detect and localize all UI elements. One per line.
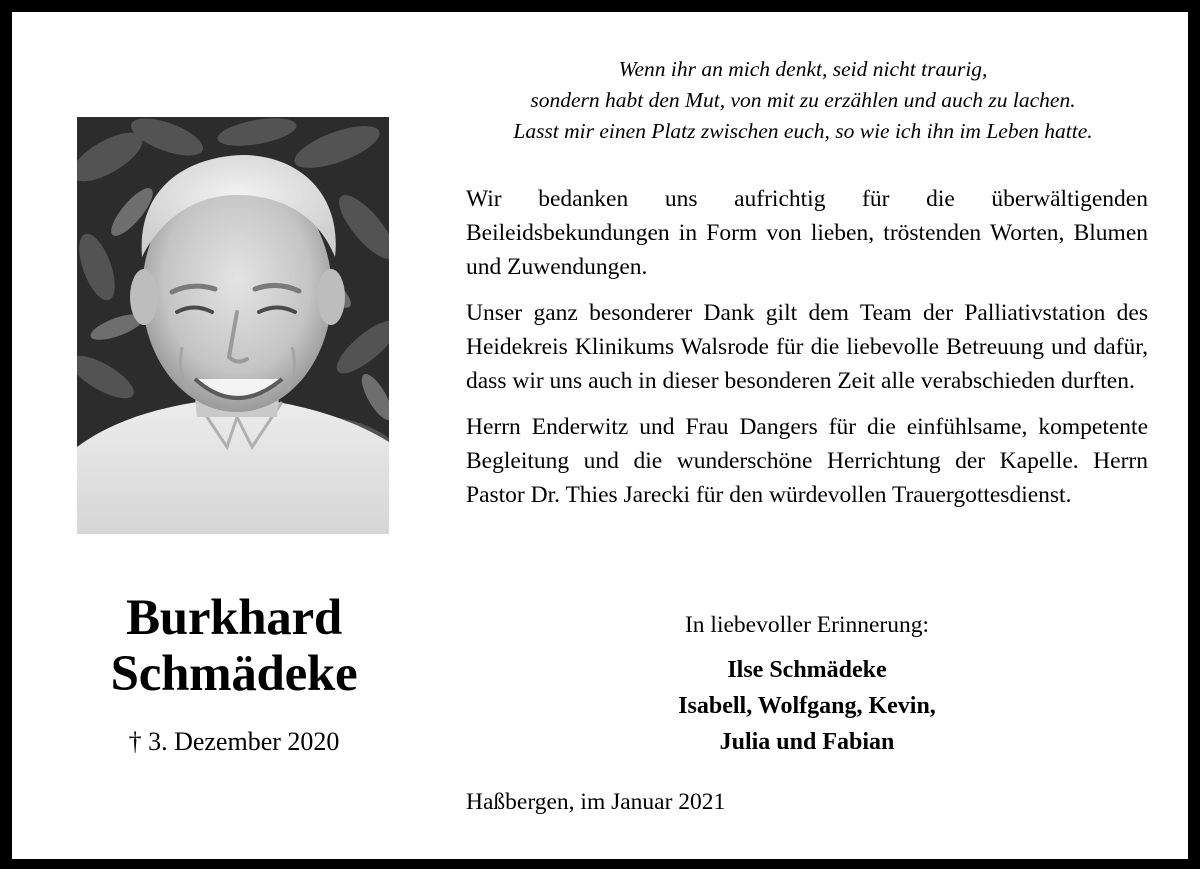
message-paragraph-1: Wir bedanken uns aufrichtig für die überwältigenden Beileidsbekundungen in Form von lieben, tröstenden Worten, Blumen und Zuwendungen.: [466, 186, 1148, 280]
poem: [450, 54, 1156, 147]
poem-line: Lasst mir einen Platz zwischen euch, so wie ich ihn im Leben hatte.: [513, 119, 1093, 143]
message-paragraph-3: Herrn Enderwitz und Frau Dangers für die einfühlsame, kompetente Begleitung und die wunderschöne Herrichtung der Kapelle. Herrn Pastor Dr. Thies Jarecki für den würdevollen Trauergottesdienst.: [466, 414, 1148, 508]
thank-you-message: [466, 182, 1148, 512]
death-date: † 3. Dezember 2020: [128, 727, 340, 756]
deceased-first-name: Burkhard: [126, 590, 342, 646]
signer-line: Julia und Fabian: [719, 729, 895, 755]
signer-line: Ilse Schmädeke: [727, 657, 887, 683]
deceased-last-name: Schmädeke: [110, 646, 358, 702]
portrait-photo: [77, 117, 389, 534]
place-and-date: Haßbergen, im Januar 2021: [466, 789, 726, 815]
poem-line: sondern habt den Mut, von mit zu erzählen und auch zu lachen.: [530, 88, 1076, 112]
signers: [466, 652, 1148, 760]
poem-line: Wenn ihr an mich denkt, seid nicht traurig,: [618, 57, 988, 81]
remembrance-line: In liebevoller Erinnerung:: [684, 612, 930, 638]
message-paragraph-2: Unser ganz besonderer Dank gilt dem Team der Palliativstation des Heidekreis Klinikums Walsrode für die liebevolle Betreuung und dafür, dass wir uns auch in dieser besonderen Zeit alle verabschieden durften.: [466, 300, 1148, 394]
portrait-image: [77, 117, 389, 534]
deceased-name: [60, 590, 408, 702]
signer-line: Isabell, Wolfgang, Kevin,: [678, 693, 936, 719]
